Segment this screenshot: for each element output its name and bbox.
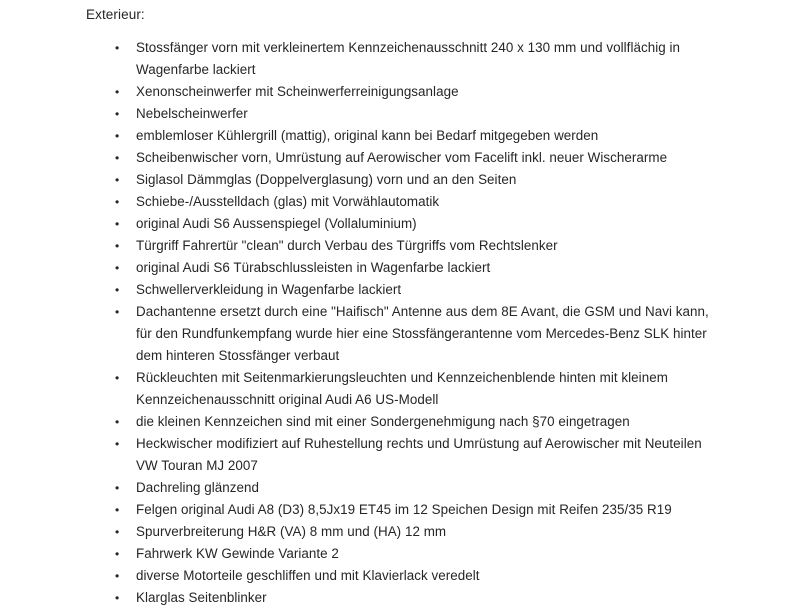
list-item: • original Audi S6 Aussenspiegel (Vollaluminium) [86,213,726,235]
list-item: • Schiebe-/Ausstelldach (glas) mit Vorwählautomatik [86,191,726,213]
list-item: • original Audi S6 Türabschlussleisten in Wagenfarbe lackiert [86,257,726,279]
list-item: • die kleinen Kennzeichen sind mit einer Sondergenehmigung nach §70 eingetragen [86,411,726,433]
list-item: • Türgriff Fahrertür "clean" durch Verbau des Türgriffs vom Rechtslenker [86,235,726,257]
list-item: • Fahrwerk KW Gewinde Variante 2 [86,543,726,565]
list-item: • Nebelscheinwerfer [86,103,726,125]
list-item: • Xenonscheinwerfer mit Scheinwerferreinigungsanlage [86,81,726,103]
list-item: • Dachreling glänzend [86,477,726,499]
exterior-spec-list [86,37,726,609]
list-item: • Siglasol Dämmglas (Doppelverglasung) vorn und an den Seiten [86,169,726,191]
list-item: • Dachantenne ersetzt durch eine "Haifisch" Antenne aus dem 8E Avant, die GSM und Navi kann, für den Rundfunkempfang wurde hier eine Stossfängerantenne vom Mercedes-Benz SLK hinter dem hinteren Stossfänger verbaut [86,301,726,367]
document-body [86,4,726,609]
list-item: • emblemloser Kühlergrill (mattig), original kann bei Bedarf mitgegeben werden [86,125,726,147]
section-heading-exterieur: Exterieur: [86,7,145,22]
list-item: • Stossfänger vorn mit verkleinertem Kennzeichenausschnitt 240 x 130 mm und vollflächig in Wagenfarbe lackiert [86,37,726,81]
list-item: • Klarglas Seitenblinker [86,587,726,609]
list-item: • diverse Motorteile geschliffen und mit Klavierlack veredelt [86,565,726,587]
list-item: • Scheibenwischer vorn, Umrüstung auf Aerowischer vom Facelift inkl. neuer Wischerarme [86,147,726,169]
list-item: • Rückleuchten mit Seitenmarkierungsleuchten und Kennzeichenblende hinten mit kleinem Kennzeichenausschnitt original Audi A6 US-Modell [86,367,726,411]
list-item: • Schwellerverkleidung in Wagenfarbe lackiert [86,279,726,301]
list-item: • Felgen original Audi A8 (D3) 8,5Jx19 ET45 im 12 Speichen Design mit Reifen 235/35 R19 [86,499,726,521]
list-item: • Spurverbreiterung H&R (VA) 8 mm und (HA) 12 mm [86,521,726,543]
list-item: • Heckwischer modifiziert auf Ruhestellung rechts und Umrüstung auf Aerowischer mit Neuteilen VW Touran MJ 2007 [86,433,726,477]
